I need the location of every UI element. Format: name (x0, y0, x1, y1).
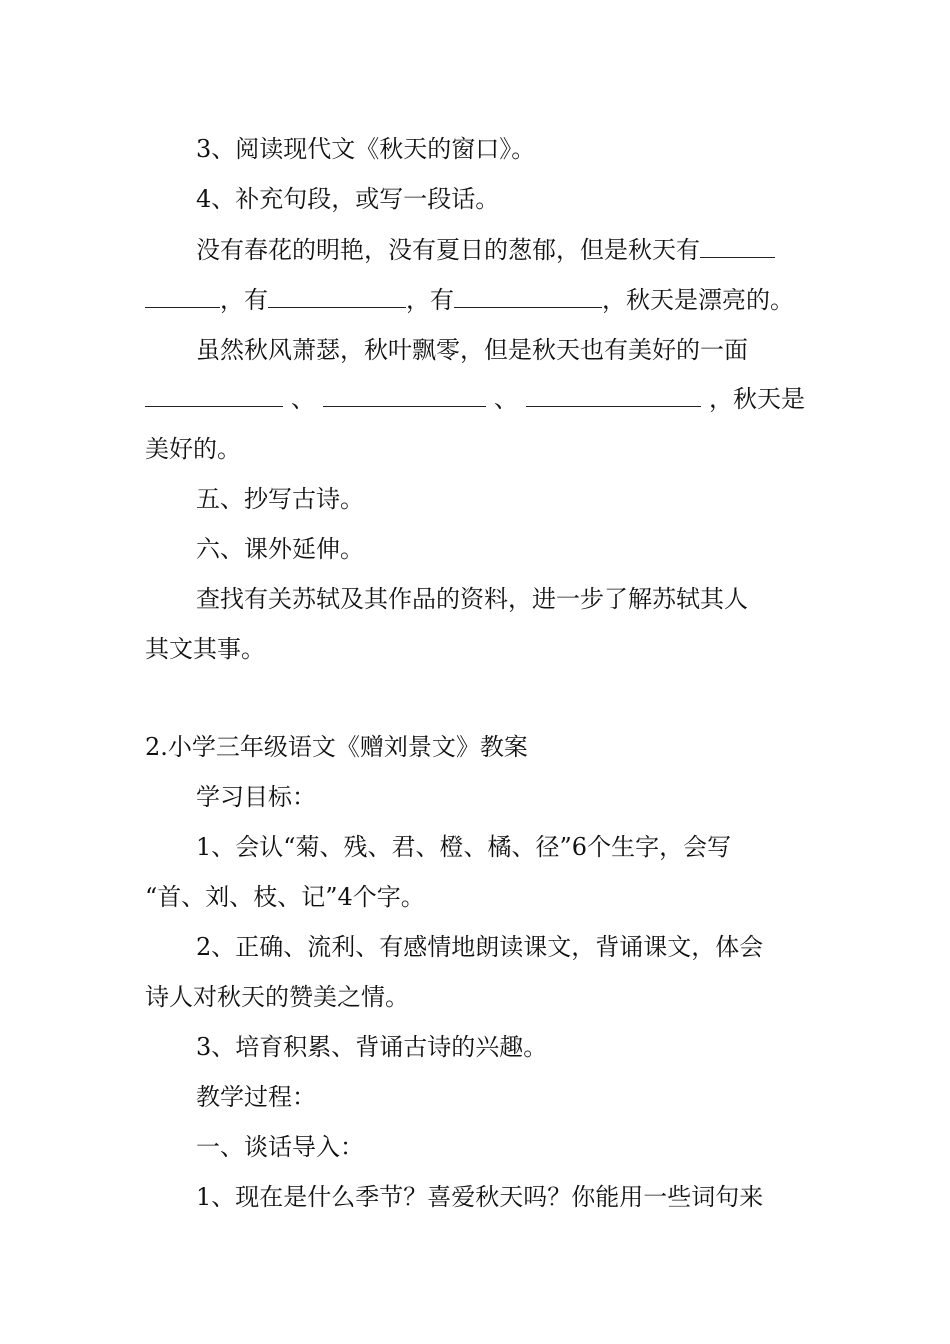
fill-sentence-1-text: 没有春花的明艳，没有夏日的葱郁，但是秋天有 (196, 236, 700, 264)
objective-3: 3、培育积累、背诵古诗的兴趣。 (196, 1033, 548, 1061)
fill-sentence-1-cont (145, 275, 805, 325)
objective-2: 2、正确、流利、有感情地朗读课文，背诵课文，体会 (196, 933, 764, 961)
process-heading: 教学过程： (196, 1083, 316, 1111)
answer-blank (145, 285, 220, 308)
fill-sentence-2-cont (145, 374, 805, 424)
answer-blank (268, 285, 406, 308)
step-one-heading: 一、谈话导入： (196, 1133, 364, 1161)
separator-text: 、 (291, 385, 315, 413)
item-supplement: 4、补充句段，或写一段话。 (196, 185, 500, 213)
lesson-title: 2.小学三年级语文《赠刘景文》教案 (145, 733, 528, 761)
fill-sentence-2-end: 美好的。 (145, 435, 241, 463)
objective-2-cont: 诗人对秋天的赞美之情。 (145, 983, 409, 1011)
fill-text: ，秋天是 (709, 385, 805, 413)
fill-text: ，有 (406, 286, 454, 314)
section-five: 五、抄写古诗。 (196, 485, 364, 513)
fill-sentence-2: 虽然秋风萧瑟，秋叶飘零，但是秋天也有美好的一面 (196, 336, 748, 364)
objectives-heading: 学习目标： (196, 783, 316, 811)
answer-blank (700, 235, 775, 258)
answer-blank (323, 384, 486, 407)
fill-text: ，有 (220, 286, 268, 314)
objective-1-cont: “首、刘、枝、记”4个字。 (145, 883, 425, 911)
separator-text: 、 (494, 385, 518, 413)
extension-text-cont: 其文其事。 (145, 635, 265, 663)
objective-1: 1、会认“菊、残、君、橙、橘、径”6个生字，会写 (196, 833, 732, 861)
item-reading: 3、阅读现代文《秋天的窗口》。 (196, 135, 536, 163)
fill-sentence-1 (196, 225, 805, 275)
extension-text: 查找有关苏轼及其作品的资料，进一步了解苏轼其人 (196, 585, 748, 613)
fill-text: ，秋天是漂亮的。 (602, 286, 794, 314)
answer-blank (454, 285, 602, 308)
section-six: 六、课外延伸。 (196, 535, 364, 563)
answer-blank (526, 384, 701, 407)
answer-blank (145, 384, 283, 407)
step-one-item-1: 1、现在是什么季节？喜爱秋天吗？你能用一些词句来 (196, 1183, 764, 1211)
